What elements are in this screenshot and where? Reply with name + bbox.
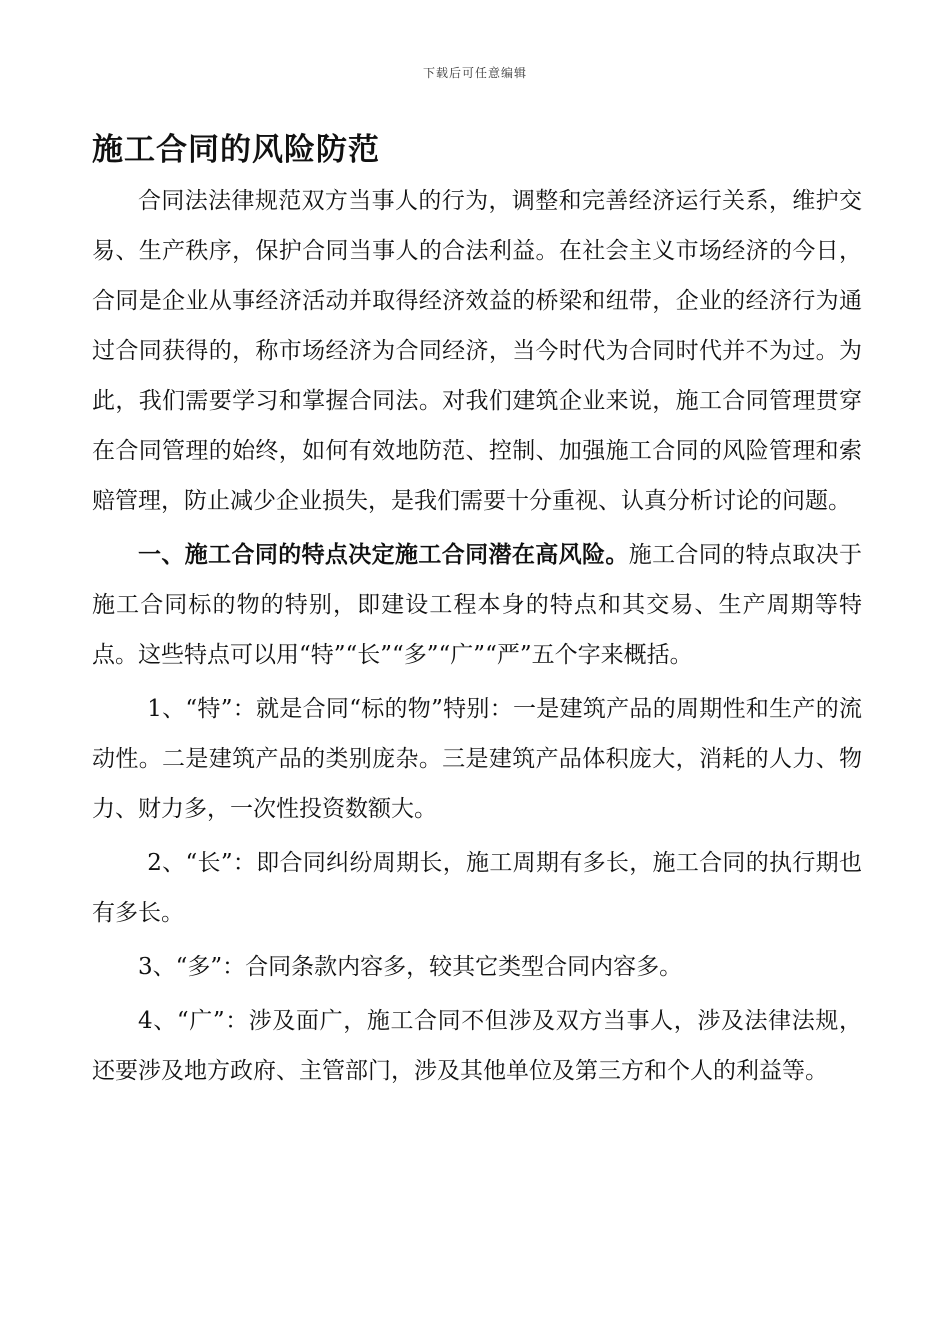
list-item-1: 1、“特”：就是合同“标的物”特别：一是建筑产品的周期性和生产的流动性。二是建筑产品的类别庞杂。三是建筑产品体积庞大，消耗的人力、物力、财力多，一次性投资数额大。 bbox=[92, 696, 862, 822]
section-1-paragraph bbox=[92, 530, 862, 680]
header-note: 下载后可任意编辑 bbox=[422, 66, 527, 80]
section-1-heading: 一、施工合同的特点决定施工合同潜在高风险。 bbox=[138, 541, 629, 568]
document-title: 施工合同的风险防范 bbox=[92, 132, 380, 168]
section-1-text: 施工合同的特点取决于施工合同标的物的特别，即建设工程本身的特点和其交易、生产周期等特点。这些特点可以用“特”“长”“多”“广”“严”五个字来概括。 bbox=[92, 542, 863, 668]
list-item-3: 3、“多”：合同条款内容多，较其它类型合同内容多。 bbox=[138, 954, 683, 980]
intro-paragraph: 合同法法律规范双方当事人的行为，调整和完善经济运行关系，维护交易、生产秩序，保护合同当事人的合法利益。在社会主义市场经济的今日，合同是企业从事经济活动并取得经济效益的桥梁和纽带，企业的经济行为通过合同获得的，称市场经济为合同经济，当今时代为合同时代并不为过。为此，我们需要学习和掌握合同法。对我们建筑企业来说，施工合同管理贯穿在合同管理的始终，如何有效地防范、控制、加强施工合同的风险管理和索赔管理，防止减少企业损失，是我们需要十分重视、认真分析讨论的问题。 bbox=[92, 188, 862, 514]
list-item-2: 2、“长”：即合同纠纷周期长，施工周期有多长，施工合同的执行期也有多长。 bbox=[92, 850, 862, 926]
document-body bbox=[92, 124, 862, 1096]
list-item-4: 4、“广”：涉及面广，施工合同不但涉及双方当事人，涉及法律法规，还要涉及地方政府、主管部门，涉及其他单位及第三方和个人的利益等。 bbox=[92, 1008, 862, 1084]
